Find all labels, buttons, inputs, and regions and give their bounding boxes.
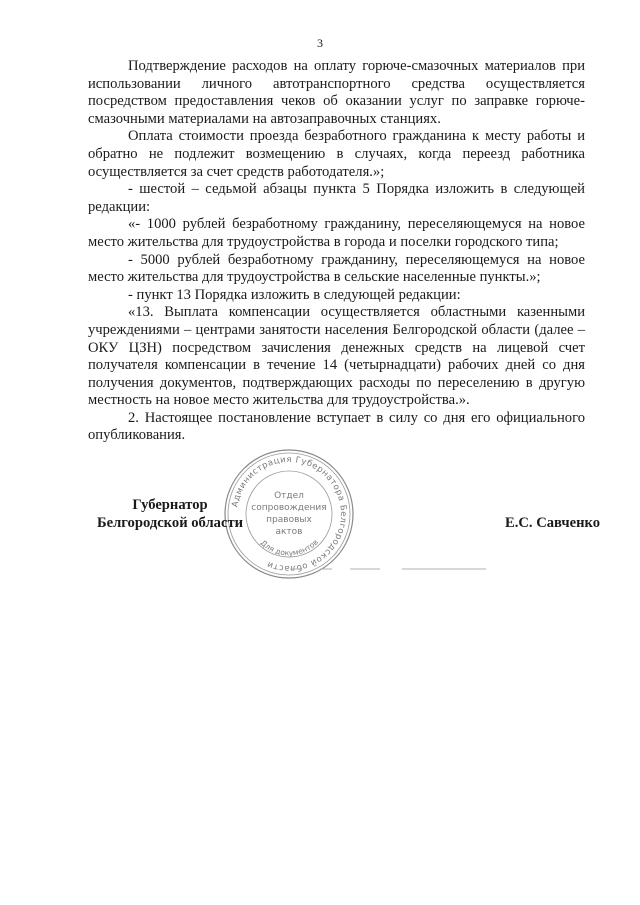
signatory-position-line-1: Губернатор xyxy=(132,497,208,513)
paragraph-amendment-point-13: - пункт 13 Порядка изложить в следующей редакции: xyxy=(128,286,461,303)
signatory-name: Е.С. Савченко xyxy=(505,515,601,531)
stamp-center-line-1: Отдел xyxy=(274,491,304,501)
signature-block xyxy=(0,496,640,576)
stamp-underline-marks xyxy=(290,568,486,570)
paragraph-amount-1000: «- 1000 рублей безработному гражданину, переселяющемуся на новое место жительства для трудоустройства в города и поселки городского типа; xyxy=(88,216,585,250)
paragraph-point-13-text: «13. Выплата компенсации осуществляется областными казенными учреждениями – центрами занятости населения Белгородской области (далее – ОКУ ЦЗН) посредством зачисления денежных средств на лицевой счет получателя компенсации в течение 14 (четырнадцати) рабочих дней со дня получения документов, подтверждающих расходы по переселению в другую местность на новое место жительства для трудоустройства.». xyxy=(88,304,585,409)
stamp-center-line-3: правовых xyxy=(266,515,312,525)
paragraph-amendment-point-5: - шестой – седьмой абзацы пункта 5 Порядка изложить в следующей редакции: xyxy=(88,181,585,215)
page-number: 3 xyxy=(317,36,323,50)
paragraph-effective-date: 2. Настоящее постановление вступает в силу со дня его официального опубликования. xyxy=(88,409,585,444)
signatory-position xyxy=(90,496,250,532)
stamp-center-line-2: сопровождения xyxy=(251,503,327,513)
document-body xyxy=(88,58,585,445)
stamp-center-line-4: актов xyxy=(275,527,303,537)
stamp-bottom-text: Для документов xyxy=(258,537,320,558)
stamp-ring-text: Администрация Губернатора Белгородской области xyxy=(230,454,349,574)
paragraph-fuel-expenses: Подтверждение расходов на оплату горюче-смазочных материалов при использовании личного автотранспортного средства осуществляется посредством предоставления чеков об оказании услуг по заправке горюче-смазочными материалами на автозаправочных станциях. xyxy=(88,58,585,127)
paragraph-travel-costs: Оплата стоимости проезда безработного гражданина к месту работы и обратно не подлежит возмещению в случаях, когда переезд работника осуществляется за счет средств работодателя.»; xyxy=(88,128,585,180)
paragraph-amount-5000: - 5000 рублей безработному гражданину, переселяющемуся на новое место жительства для трудоустройства в сельские населенные пункты.»; xyxy=(88,251,585,286)
signatory-position-line-2: Белгородской области xyxy=(96,515,244,531)
